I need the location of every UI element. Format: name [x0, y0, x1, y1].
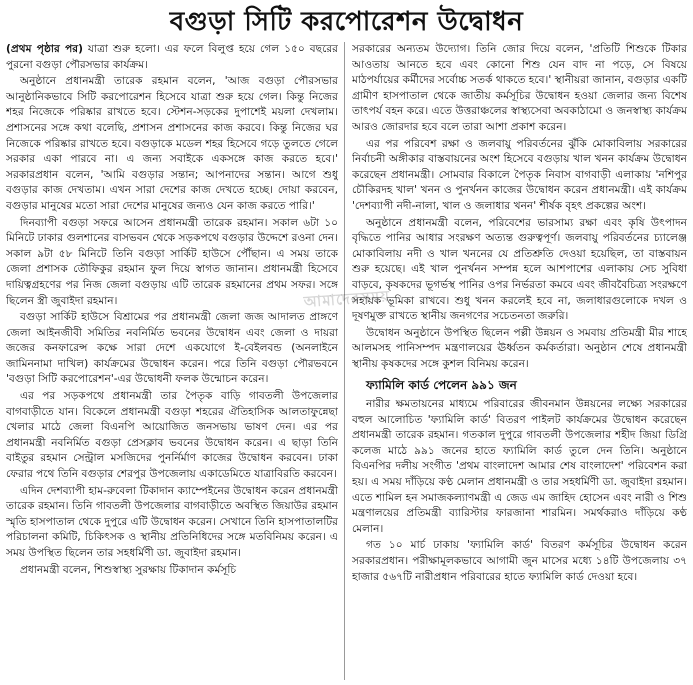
article-paragraph: এর পর পরিবেশ রক্ষা ও জলবায়ু পরিবর্তনের ঝুঁকি মোকাবিলায় সরকারের নির্বাচনী অঙ্গীকার বাস্তবায়নের অংশ হিসেবে বগুড়ায় খাল খনন কার্যক্রম উদ্বোধন করেছেন প্রধানমন্ত্রী। সোমবার বিকালে পৈতৃক নিবাস বাগবাড়ী এলাকায় 'নশিপুর চৌকিরদহ খাল' খনন ও পুনর্খনন কাজের উদ্বোধন করেন প্রধানমন্ত্রী। এই কার্যক্রম 'দেশব্যাপী নদী-নালা, খাল ও জলাধার খনন' শীর্ষক বৃহৎ প্রকল্পের অংশ। — [352, 137, 687, 212]
column-divider — [344, 42, 345, 680]
article-paragraph: গত ১০ মার্চ ঢাকায় 'ফ্যামিলি কার্ড' বিতরণ কর্মসূচির উদ্বোধন করেন সরকারপ্রধান। পরীক্ষামূলকভাবে আগামী জুন মাসের মধ্যে ১৪টি উপজেলায় ৩৭ হাজার ৫৬৭টি নারীপ্রধান পরিবারের হাতে ফ্যামিলি কার্ড দেওয়া হবে। — [352, 539, 687, 583]
continued-from-label: (প্রথম পৃষ্ঠার পর) — [6, 43, 83, 55]
site-watermark: আমাদেরসময় — [303, 287, 391, 311]
article-column-right — [352, 42, 687, 682]
article-paragraph — [6, 42, 338, 73]
article-paragraph: উদ্বোধন অনুষ্ঠানে উপস্থিত ছিলেন পল্লী উন্নয়ন ও সমবায় প্রতিমন্ত্রী মীর শাহে আলমসহ পানিসম্পদ মন্ত্রণালয়ের ঊর্ধ্বতন কর্মকর্তারা। অনুষ্ঠান শেষে প্রধানমন্ত্রী স্থানীয় কৃষকদের সঙ্গে কুশল বিনিময় করেন। — [352, 326, 687, 370]
article-paragraph: সরকারের অন্যতম উদ্যোগ। তিনি জোর দিয়ে বলেন, 'প্রতিটি শিশুকে টিকার আওতায় আনতে হবে এবং কোনো শিশু যেন বাদ না পড়ে, সে বিষয়ে মাঠপর্যায়ের কর্মীদের সর্বোচ্চ সতর্ক থাকতে হবে।' স্থানীয়রা জানান, বগুড়ার একটি গ্রামীণ হাসপাতাল থেকে জাতীয় কর্মসূচির উদ্বোধন হওয়া জেলার জন্য বিশেষ তাৎপর্য বহন করে। এতে উত্তরাঞ্চলের স্বাস্থ্যসেবা অবকাঠামো ও জনস্বাস্থ্য কার্যক্রম আরও জোরদার হবে বলে তারা আশা প্রকাশ করেন। — [352, 43, 687, 133]
article-headline: বগুড়া সিটি করপোরেশন উদ্বোধন — [169, 7, 524, 37]
paragraph-text: যাত্রা শুরু হলো। এর ফলে বিলুপ্ত হয়ে গেল ১৫০ বছরের পুরনো বগুড়া পৌরসভার কার্যক্রম। — [6, 43, 338, 71]
article-paragraph: দিনব্যাপী বগুড়া সফরে আসেন প্রধানমন্ত্রী তারেক রহমান। সকাল ৬টা ১০ মিনিটে ঢাকার গুলশানের বাসভবন থেকে সড়কপথে বগুড়ার উদ্দেশে রওনা দেন। সকাল ৯টা ৫৮ মিনিটে তিনি বগুড়া সার্কিট হাউসে পৌঁছান। এ সময় তাকে জেলা প্রশাসক তৌফিকুর রহমান ফুল দিয়ে স্বাগত জানান। প্রধানমন্ত্রী হিসেবে দায়িত্বগ্রহণের পর নিজ জেলা বগুড়ায় এটি তারেক রহমানের প্রথম সফর। সঙ্গে ছিলেন স্ত্রী জুবাইদা রহমান। — [6, 216, 338, 307]
article-paragraph: প্রধানমন্ত্রী বলেন, শিশুস্বাস্থ্য সুরক্ষায় টিকাদান কর্মসূচি — [20, 563, 237, 576]
article-paragraph: এদিন দেশব্যাপী হাম-রুবেলা টিকাদান ক্যাম্পেইনের উদ্বোধন করেন প্রধানমন্ত্রী তারেক রহমান। তিনি গাবতলী উপজেলার বাগবাড়ীতে অবস্থিত জিয়াউর রহমান স্মৃতি হাসপাতাল থেকে দুপুরে এটি উদ্বোধন করেন। সেখানে তিনি হাসপাতালটির পরিচালনা কমিটি, চিকিৎসক ও স্থানীয় প্রতিনিধিদের সঙ্গে মতবিনিময় করেন। এ সময় উপস্থিত ছিলেন তার সহধর্মিণী ডা. জুবাইদা রহমান। — [6, 484, 338, 559]
article-paragraph: অনুষ্ঠানে প্রধানমন্ত্রী বলেন, পরিবেশের ভারসাম্য রক্ষা এবং কৃষি উৎপাদন বৃদ্ধিতে পানির আধার সংরক্ষণ অত্যন্ত গুরুত্বপূর্ণ। জলবায়ু পরিবর্তনের চ্যালেঞ্জ মোকাবিলায় নদী ও খাল খননের যে প্রতিশ্রুতি দেওয়া হয়েছিল, তা বাস্তবায়ন শুরু হয়েছে। এই খাল পুনর্খনন সম্পন্ন হলে আশপাশের এলাকায় সেচ সুবিধা বাড়বে, কৃষকদের ভূগর্ভস্থ পানির ওপর নির্ভরতা কমবে এবং জীববৈচিত্র্য সংরক্ষণে সহায়ক ভূমিকা রাখবে। শুধু খনন করলেই হবে না, জলাধারগুলোকে দখল ও দূষণমুক্ত রাখতে স্থানীয় জনগণের সচেতনতা জরুরি। — [352, 216, 687, 323]
article-paragraph: অনুষ্ঠানে প্রধানমন্ত্রী তারেক রহমান বলেন, 'আজ বগুড়া পৌরসভার আনুষ্ঠানিকভাবে সিটি করপোরেশন হিসেবে যাত্রা শুরু হয়ে গেল। কিন্তু নিজের শহর নিজেকে পরিষ্কার রাখতে হবে। স্টেশন-সড়কের দুপাশেই ময়লা দেখলাম। প্রশাসনের সঙ্গে কথা বলেছি, প্রশাসন প্রশাসনের কাজ করবে। কিন্তু নিজের ঘর নিজেকে পরিষ্কার রাখতে হবে। বগুড়াকে মডেল শহর হিসেবে গড়ে তুলতে গেলে সরকার একা পারবে না। এ জন্য সবাইকে একসঙ্গে কাজ করতে হবে।' সরকারপ্রধান বলেন, 'আমি বগুড়ার সন্তান; আপনাদের সন্তান। আগে শুধু বগুড়ার কাজ দেখতাম। এখন সারা দেশের কাজ দেখতে হচ্ছে। দোয়া করবেন, বগুড়ার মানুষের মতো সারা দেশের মানুষের জন্যও যেন কাজ করতে পারি।' — [6, 75, 338, 212]
article-paragraph: বগুড়া সার্কিট হাউসে বিশ্রামের পর প্রধানমন্ত্রী জেলা জজ আদালত প্রাঙ্গণে জেলা আইনজীবী সমিতির নবনির্মিত ভবনের উদ্বোধন এবং জেলা ও দায়রা জজের কনফারেন্স কক্ষে সারা দেশে একযোগে ই-বেইলবন্ড (অনলাইনে জামিননামা দাখিল) কার্যক্রমের উদ্বোধন করেন। পরে তিনি বগুড়া পৌরভবনে 'বগুড়া সিটি করপোরেশন'-এর উদ্বোধনী ফলক উন্মোচন করেন। — [6, 311, 338, 386]
article-paragraph: এর পর সড়কপথে প্রধানমন্ত্রী তার পৈতৃক বাড়ি গাবতলী উপজেলার বাগবাড়ীতে যান। বিকেলে প্রধানমন্ত্রী বগুড়া শহরের ঐতিহাসিক আলতাফুন্নেছা খেলার মাঠে জেলা বিএনপি আয়োজিত জনসভায় ভাষণ দেন। এর পর প্রধানমন্ত্রী নবনির্মিত বগুড়া প্রেসক্লাব ভবনের উদ্বোধন করেন। এ ছাড়া তিনি বাইতুর রহমান সেন্ট্রাল মসজিদের পুনর্নির্মাণ কাজের উদ্বোধন করবেন। ঢাকা ফেরার পথে তিনি বগুড়ার শেরপুর উপজেলায় একাডেমিতে যাত্রাবিরতি করবেন। — [6, 390, 338, 481]
article-paragraph: নারীর ক্ষমতায়নের মাধ্যমে পরিবারের জীবনমান উন্নয়নের লক্ষ্যে সরকারের বহুল আলোচিত 'ফ্যামিলি কার্ড' বিতরণ পাইলট কার্যক্রমের উদ্বোধন করেছেন প্রধানমন্ত্রী তারেক রহমান। গতকাল দুপুরে গাবতলী উপজেলার শহীদ জিয়া ডিগ্রি কলেজ মাঠে ৯৯১ জনের হাতে ফ্যামিলি কার্ড তুলে দেন তিনি। অনুষ্ঠানে বিএনপির দলীয় সংগীত 'প্রথম বাংলাদেশ আমার শেষ বাংলাদেশ' পরিবেশন করা হয়। এ সময় দাঁড়িয়ে কণ্ঠ মেলান প্রধানমন্ত্রী ও তার সহধর্মিণী ডা. জুবাইদা রহমান। এতে শামিল হন সমাজকল্যাণমন্ত্রী এ জেড এম জাহিদ হোসেন এবং নারী ও শিশু মন্ত্রণালয়ের প্রতিমন্ত্রী ব্যারিস্টার ফারজানা শারমিন। সমর্থকরাও দাঁড়িয়ে কণ্ঠ মেলান। — [352, 398, 687, 535]
article-column-left — [6, 42, 338, 682]
article-subheading: ফ্যামিলি কার্ড পেলেন ৯৯১ জন — [366, 378, 517, 393]
